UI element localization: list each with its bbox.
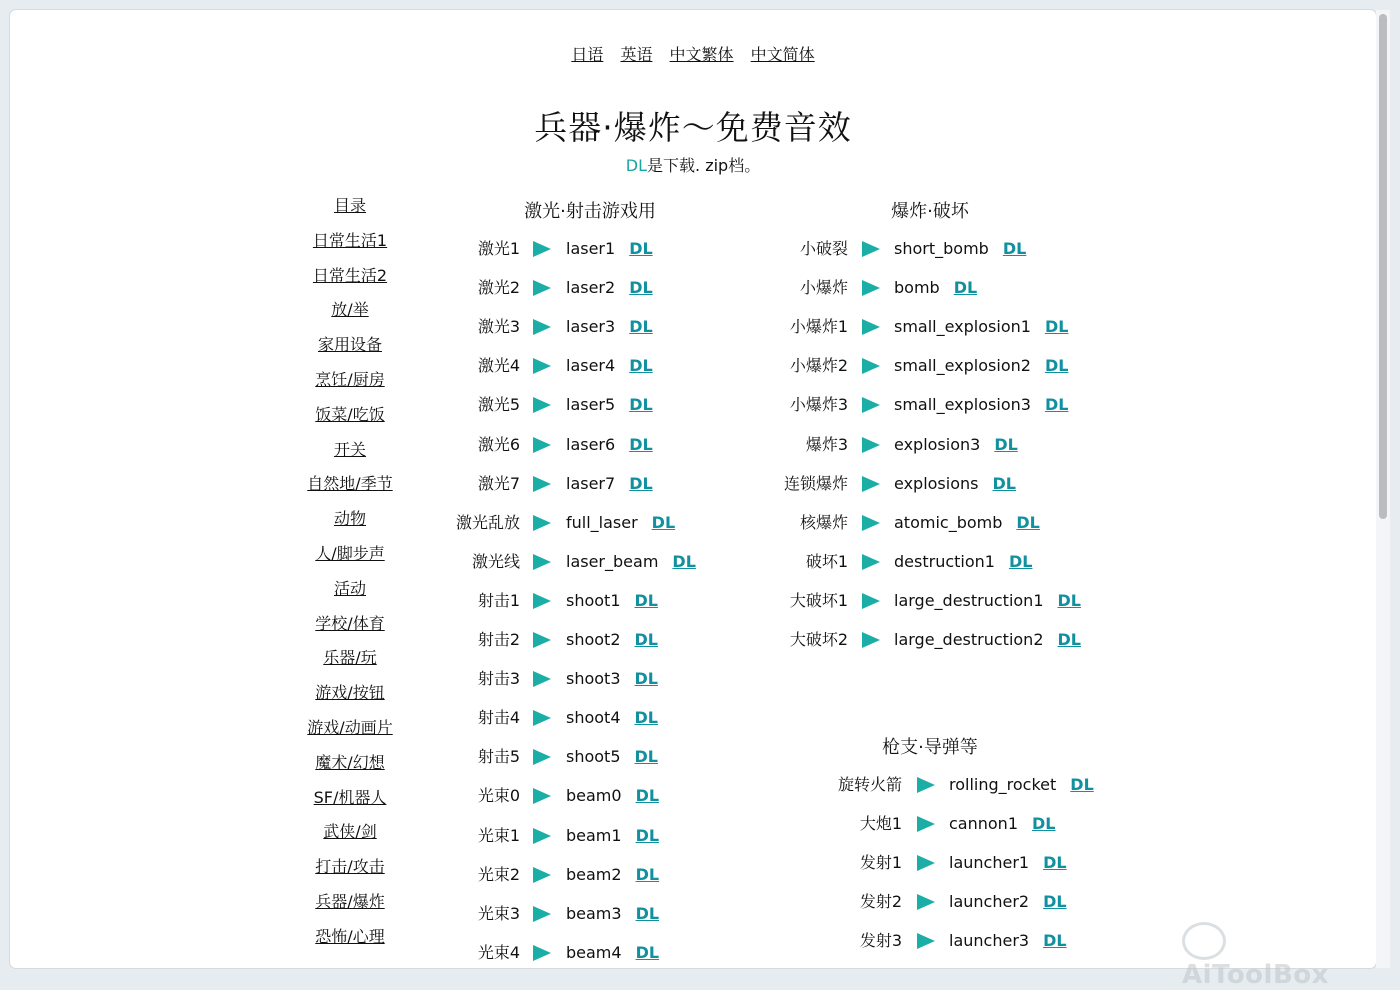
download-link[interactable]: DL	[1044, 395, 1069, 415]
sound-label: 激光线	[471, 551, 520, 571]
sound-row	[10, 590, 1310, 629]
sound-label: 激光6	[477, 434, 520, 454]
download-link[interactable]: DL	[629, 395, 653, 415]
sound-label: 小爆炸3	[789, 395, 848, 415]
sound-label: 激光3	[477, 317, 520, 337]
sound-file	[894, 434, 1018, 456]
play-icon[interactable]	[862, 632, 880, 648]
download-link[interactable]: DL	[651, 512, 676, 532]
play-icon[interactable]	[862, 280, 880, 296]
toc-link[interactable]: 家用设备	[317, 335, 382, 355]
sound-filename: laser1	[566, 239, 616, 258]
sound-label: 小爆炸	[799, 278, 848, 298]
play-icon[interactable]	[862, 476, 880, 492]
sound-row	[10, 668, 1310, 707]
sound-row	[10, 277, 1310, 316]
download-link[interactable]: DL	[1057, 630, 1081, 649]
sound-label: 光束0	[477, 786, 520, 806]
sound-filename: beam2	[566, 864, 622, 884]
sound-row	[10, 316, 1310, 355]
lang-link-english[interactable]: 英语	[620, 45, 653, 64]
sound-file	[894, 238, 1026, 260]
watermark	[1182, 922, 1376, 990]
toc-link[interactable]: 饭菜/吃饭	[315, 404, 385, 424]
sound-row	[10, 891, 1310, 930]
sound-label: 发射2	[859, 892, 902, 912]
sound-row	[10, 707, 1310, 746]
download-link[interactable]: DL	[1070, 775, 1094, 794]
sound-file	[566, 746, 658, 768]
sound-filename: laser4	[566, 356, 616, 376]
sound-row	[10, 551, 1310, 590]
toc-link[interactable]: 魔术/幻想	[315, 752, 385, 772]
sound-filename: shoot1	[566, 590, 621, 610]
sound-row	[10, 394, 1310, 433]
sound-label: 大破坏2	[789, 630, 848, 649]
sound-label: 小爆炸2	[789, 356, 848, 376]
sound-row	[10, 774, 1310, 813]
play-icon[interactable]	[917, 816, 935, 832]
toc-link[interactable]: 打击/攻击	[315, 857, 385, 877]
play-icon[interactable]	[862, 437, 880, 453]
sound-filename: destruction1	[894, 551, 995, 571]
sound-file	[894, 512, 1040, 534]
sound-filename: explosions	[894, 473, 979, 493]
sound-file	[949, 813, 1055, 835]
sound-filename: atomic_bomb	[894, 512, 1003, 532]
download-link[interactable]: DL	[629, 434, 653, 454]
play-icon[interactable]	[533, 710, 551, 726]
toc-link[interactable]: 活动	[333, 578, 366, 598]
toc-link[interactable]: 日常生活2	[312, 265, 388, 285]
sound-filename: beam0	[566, 786, 622, 806]
sound-label: 小爆炸1	[789, 317, 848, 337]
sound-filename: laser5	[566, 395, 616, 415]
sound-file	[894, 629, 1081, 651]
sound-file	[894, 277, 977, 299]
watermark-logo-icon	[1182, 922, 1226, 960]
sound-file	[949, 891, 1067, 913]
sound-filename: small_explosion3	[894, 395, 1031, 415]
download-link[interactable]: DL	[635, 786, 660, 806]
sound-file	[894, 316, 1068, 338]
sound-label: 小破裂	[799, 239, 848, 258]
note-text: 是下载. zip档。	[647, 156, 761, 175]
sound-file	[894, 394, 1068, 416]
sound-file	[949, 852, 1067, 874]
sound-label: 射击2	[477, 630, 520, 649]
sound-label: 射击4	[477, 708, 520, 728]
download-link[interactable]: DL	[992, 473, 1016, 493]
play-icon[interactable]	[533, 671, 551, 687]
toc-link[interactable]: 学校/体育	[315, 613, 385, 633]
download-link[interactable]: DL	[629, 473, 653, 493]
sound-filename: launcher1	[949, 853, 1030, 873]
sound-filename: small_explosion1	[894, 317, 1031, 337]
play-icon[interactable]	[862, 319, 880, 335]
sound-label: 射击3	[477, 669, 520, 689]
sound-label: 爆炸3	[805, 434, 848, 454]
toc-link-index[interactable]: 目录	[333, 196, 366, 215]
sound-filename: rolling_rocket	[949, 775, 1057, 794]
play-icon[interactable]	[862, 515, 880, 531]
download-link[interactable]: DL	[1002, 239, 1027, 258]
download-link[interactable]: DL	[634, 669, 658, 689]
sound-file	[949, 774, 1094, 796]
sound-row	[10, 629, 1310, 668]
sound-file	[949, 930, 1067, 952]
toc-link[interactable]: 自然地/季节	[307, 474, 393, 494]
toc-link[interactable]: 游戏/动画片	[307, 717, 393, 737]
download-link[interactable]: DL	[672, 551, 696, 571]
sound-label: 激光乱放	[455, 512, 520, 532]
sound-filename: laser2	[566, 278, 616, 298]
download-link[interactable]: DL	[634, 630, 658, 649]
page-title: 兵器·爆炸～免费音效	[534, 108, 852, 147]
sound-label: 发射1	[859, 853, 902, 873]
sound-label: 光束3	[477, 903, 520, 923]
lang-link-japanese[interactable]: 日语	[571, 45, 604, 64]
download-link[interactable]: DL	[1043, 853, 1067, 873]
download-link[interactable]: DL	[629, 356, 653, 376]
sound-filename: launcher3	[949, 931, 1030, 951]
sound-filename: shoot5	[566, 747, 621, 767]
toc-link[interactable]: 动物	[333, 509, 366, 529]
download-link[interactable]: DL	[953, 278, 978, 298]
note-dl-word: DL	[625, 156, 648, 175]
download-link[interactable]: DL	[1016, 512, 1040, 532]
play-icon[interactable]	[917, 855, 935, 871]
sound-label: 激光2	[477, 278, 520, 298]
download-link[interactable]: DL	[634, 747, 658, 767]
sound-filename: large_destruction1	[894, 590, 1044, 610]
sound-label: 大炮1	[859, 814, 902, 834]
sound-filename: full_laser	[566, 512, 638, 532]
toc-link[interactable]: 日常生活1	[312, 230, 388, 250]
sound-row	[10, 852, 1310, 891]
download-link[interactable]: DL	[1043, 931, 1067, 951]
browser-window	[10, 10, 1376, 990]
download-link[interactable]: DL	[994, 434, 1018, 454]
sound-label: 大破坏1	[789, 590, 848, 610]
sound-filename: laser3	[566, 317, 616, 337]
sound-filename: laser7	[566, 473, 616, 493]
sound-label: 激光1	[477, 239, 520, 258]
toc-link[interactable]: 开关	[333, 439, 366, 459]
sound-label: 激光7	[477, 473, 520, 493]
section-title-guns: 枪支·导弹等	[882, 737, 978, 758]
sound-label: 核爆炸	[799, 512, 848, 532]
toc-link[interactable]: 人/脚步声	[315, 543, 385, 563]
sound-filename: beam1	[566, 825, 622, 845]
toc-link[interactable]: 恐怖/心理	[315, 926, 385, 946]
scrollbar-thumb[interactable]	[1379, 14, 1387, 519]
download-link[interactable]: DL	[1057, 590, 1081, 610]
sound-label: 激光5	[477, 395, 520, 415]
download-note	[10, 153, 1376, 176]
download-link[interactable]: DL	[634, 708, 658, 728]
sound-label: 发射3	[859, 931, 902, 951]
watermark-text: AiToolBox	[1182, 960, 1329, 990]
toc-link[interactable]: 游戏/按钮	[315, 683, 385, 703]
sound-filename: shoot3	[566, 669, 621, 689]
download-link[interactable]: DL	[634, 590, 658, 610]
play-icon[interactable]	[862, 358, 880, 374]
play-icon[interactable]	[917, 933, 935, 949]
download-link[interactable]: DL	[1043, 892, 1067, 912]
toc-link[interactable]: 武侠/剑	[323, 822, 377, 842]
play-icon[interactable]	[862, 241, 880, 257]
sound-filename: explosion3	[894, 434, 981, 454]
download-link[interactable]: DL	[635, 903, 660, 923]
sound-filename: launcher2	[949, 892, 1030, 912]
play-icon[interactable]	[862, 554, 880, 570]
sound-label: 光束4	[477, 942, 520, 962]
sound-label: 射击5	[477, 747, 520, 767]
sound-label: 射击1	[477, 590, 520, 610]
play-icon[interactable]	[917, 777, 935, 793]
sound-row	[10, 473, 1310, 512]
sound-filename: shoot4	[566, 708, 621, 728]
play-icon[interactable]	[533, 749, 551, 765]
sound-file	[894, 551, 1032, 573]
toc-link[interactable]: 乐器/玩	[323, 648, 377, 668]
lang-link-traditional-chinese[interactable]: 中文繁体	[669, 45, 734, 64]
language-bar	[10, 42, 1376, 65]
sound-row	[10, 355, 1310, 394]
sound-label: 旋转火箭	[837, 775, 902, 794]
sound-label: 连锁爆炸	[783, 473, 848, 493]
download-link[interactable]: DL	[635, 942, 660, 962]
sound-row	[10, 930, 1310, 969]
sound-file	[566, 707, 658, 729]
sound-filename: laser6	[566, 434, 616, 454]
sound-file	[894, 355, 1068, 377]
sound-label: 破坏1	[805, 551, 848, 571]
section-title-explosion: 爆炸·破坏	[891, 201, 969, 222]
download-link[interactable]: DL	[1032, 814, 1056, 834]
download-link[interactable]: DL	[635, 825, 660, 845]
play-icon[interactable]	[862, 593, 880, 609]
sound-filename: bomb	[894, 278, 940, 298]
download-link[interactable]: DL	[629, 317, 653, 337]
sound-label: 激光4	[477, 356, 520, 376]
sound-file	[566, 668, 658, 690]
sound-row	[10, 512, 1310, 551]
play-icon[interactable]	[862, 397, 880, 413]
download-link[interactable]: DL	[629, 239, 653, 258]
toc-link[interactable]: 放/举	[331, 300, 369, 320]
sound-row	[10, 238, 1310, 277]
sound-filename: cannon1	[949, 814, 1018, 834]
download-link[interactable]: DL	[1044, 317, 1069, 337]
sound-filename: large_destruction2	[894, 630, 1044, 649]
toc-link[interactable]: 烹饪/厨房	[315, 369, 385, 389]
toc-link[interactable]: 兵器/爆炸	[315, 891, 385, 911]
play-icon[interactable]	[917, 894, 935, 910]
sound-row	[10, 813, 1310, 852]
lang-link-simplified-chinese[interactable]: 中文简体	[750, 45, 815, 64]
section-title-laser: 激光·射击游戏用	[524, 201, 656, 222]
sound-filename: short_bomb	[894, 239, 989, 258]
toc-link[interactable]: SF/机器人	[313, 787, 387, 807]
download-link[interactable]: DL	[629, 278, 653, 298]
sound-filename: beam3	[566, 903, 622, 923]
sound-filename: beam4	[566, 942, 622, 962]
sound-filename: laser_beam	[566, 551, 659, 571]
download-link[interactable]: DL	[1044, 356, 1069, 376]
sound-label: 光束2	[477, 864, 520, 884]
sound-file	[894, 473, 1016, 495]
sound-row	[10, 434, 1310, 473]
download-link[interactable]: DL	[635, 864, 660, 884]
sound-label: 光束1	[477, 825, 520, 845]
sound-file	[894, 590, 1081, 612]
sound-filename: shoot2	[566, 630, 621, 649]
download-link[interactable]: DL	[1008, 551, 1033, 571]
sound-filename: small_explosion2	[894, 356, 1031, 376]
